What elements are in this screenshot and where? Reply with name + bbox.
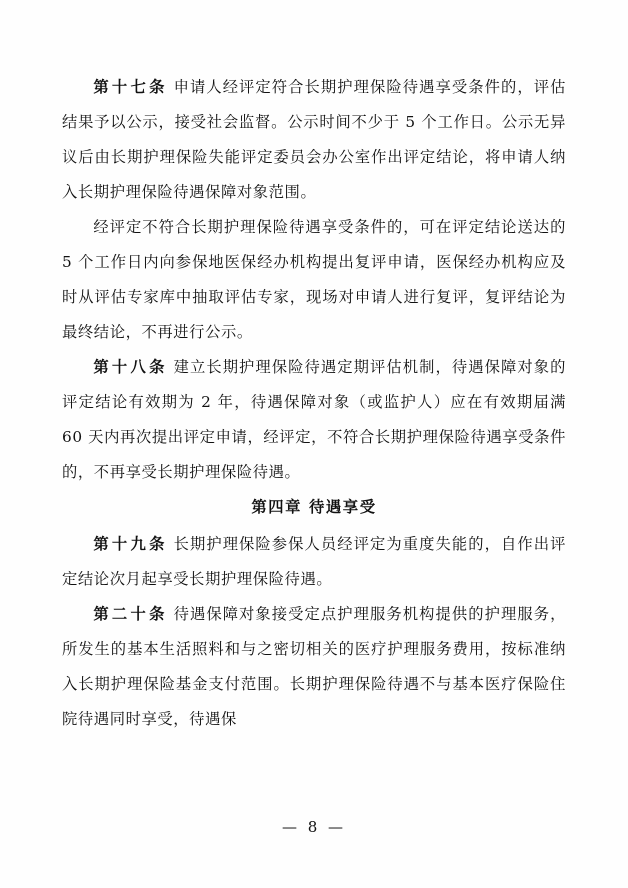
section-heading-chapter-4: 第四章 待遇享受	[251, 498, 377, 516]
paragraph-article-17-continued	[62, 210, 566, 350]
article-lead-19: 第十九条	[93, 535, 168, 553]
paragraph-article-17	[62, 70, 566, 210]
page-number: — 8 —	[281, 818, 347, 836]
paragraph-article-20	[62, 597, 566, 737]
article-text-17-continued: 经评定不符合长期护理保险待遇享受条件的，可在评定结论送达的 5 个工作日内向参保地医保经办机构提出复评申请，医保经办机构应及时从评估专家库中抽取评估专家，现场对申请人进行复评，复评结论为最终结论，不再进行公示。	[62, 218, 566, 341]
paragraph-article-18	[62, 350, 566, 490]
article-lead-20: 第二十条	[93, 605, 168, 623]
article-lead-17: 第十七条	[93, 78, 168, 96]
document-body	[62, 70, 566, 737]
article-text-18: 建立长期护理保险待遇定期评估机制，待遇保障对象的评定结论有效期为 2 年，待遇保障对象（或监护人）应在有效期届满 60 天内再次提出评定申请，经评定，不符合长期护理保险待遇享受条件的，不再享受长期护理保险待遇。	[62, 358, 566, 481]
article-text-20: 待遇保障对象接受定点护理服务机构提供的护理服务，所发生的基本生活照料和与之密切相关的医疗护理服务费用，按标准纳入长期护理保险基金支付范围。长期护理保险待遇不与基本医疗保险住院待遇同时享受，待遇保	[62, 605, 566, 728]
paragraph-article-19	[62, 527, 566, 597]
article-text-19: 长期护理保险参保人员经评定为重度失能的，自作出评定结论次月起享受长期护理保险待遇。	[62, 535, 566, 588]
article-text-17: 申请人经评定符合长期护理保险待遇享受条件的，评估结果予以公示，接受社会监督。公示时间不少于 5 个工作日。公示无异议后由长期护理保险失能评定委员会办公室作出评定结论，将申请人纳入长期护理保险待遇保障对象范围。	[62, 78, 566, 201]
article-lead-18: 第十八条	[93, 358, 168, 376]
